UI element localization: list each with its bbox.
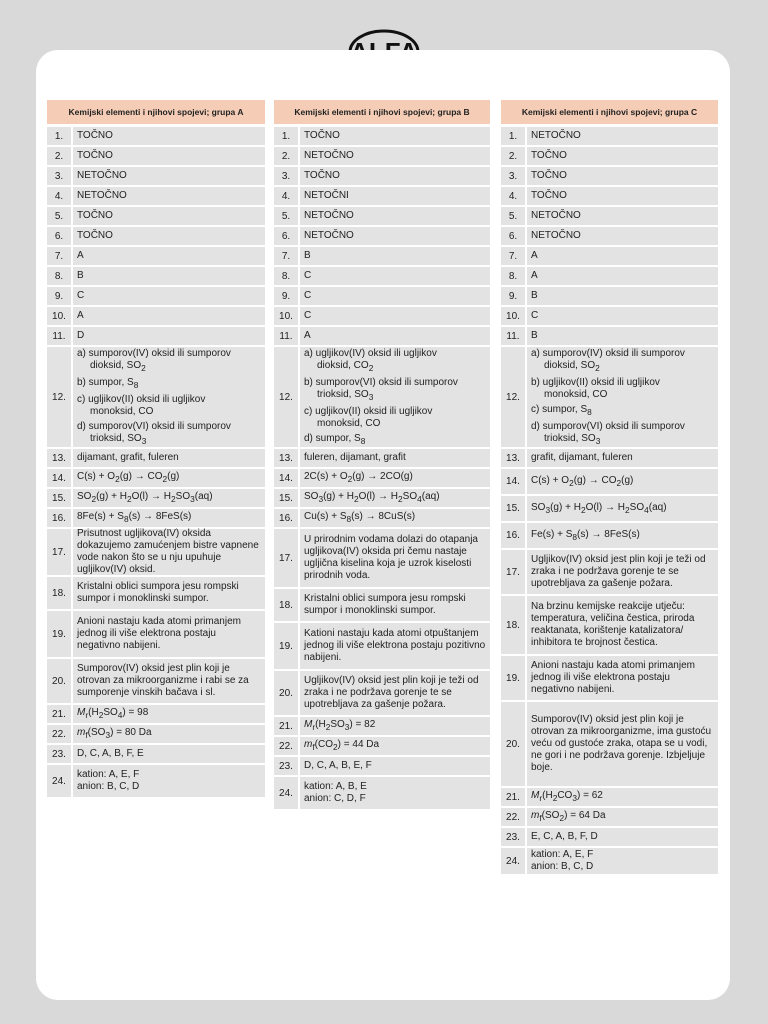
- answer-text: C: [304, 310, 312, 321]
- answer-row: [274, 187, 490, 205]
- answer-text: A: [304, 330, 311, 341]
- answer-number: 22.: [274, 737, 298, 755]
- answer-cell: [527, 808, 718, 826]
- answer-text: A: [77, 310, 84, 321]
- answer-row: [47, 489, 265, 507]
- answer-number: 18.: [47, 577, 71, 609]
- answer-cell: [300, 287, 490, 305]
- answer-row: [274, 227, 490, 245]
- answer-text: kation: A, B, E anion: C, D, F: [304, 781, 367, 804]
- answer-row: [501, 702, 718, 786]
- answer-text: A: [531, 250, 538, 261]
- answer-cell: [300, 127, 490, 145]
- answer-text: E, C, A, B, F, D: [531, 831, 598, 842]
- answer-row: [501, 307, 718, 325]
- answer-text: NETOČNI: [304, 190, 349, 201]
- answer-cell: [527, 287, 718, 305]
- answer-row: [501, 808, 718, 826]
- answer-cell: [73, 307, 265, 325]
- answer-cell: [73, 167, 265, 185]
- answer-cell: [527, 127, 718, 145]
- answer-text: D: [77, 330, 85, 341]
- answer-cell: [73, 347, 265, 447]
- answer-cell: [73, 529, 265, 575]
- answer-row: [47, 267, 265, 285]
- answer-text: dijamant, grafit, fuleren: [77, 452, 179, 463]
- answer-cell: [300, 327, 490, 345]
- answer-number: 24.: [274, 777, 298, 809]
- answer-row: [274, 307, 490, 325]
- answer-number: 9.: [274, 287, 298, 305]
- answer-cell: [300, 187, 490, 205]
- answer-cell: [527, 656, 718, 700]
- answer-cell: [73, 227, 265, 245]
- answer-row: [47, 509, 265, 527]
- answer-number: 17.: [274, 529, 298, 587]
- answer-cell: [300, 147, 490, 165]
- answer-cell: [73, 147, 265, 165]
- answer-cell: [73, 489, 265, 507]
- answer-text: D, C, A, B, E, F: [304, 760, 372, 771]
- answer-row: [501, 848, 718, 874]
- answer-number: 4.: [274, 187, 298, 205]
- answer-number: 12.: [501, 347, 525, 447]
- answer-row: [274, 347, 490, 447]
- answer-row: [501, 656, 718, 700]
- answer-text: a) sumporov(IV) oksid ili sumporov dioksid, $SO_2$ b) ugljikov(II) oksid ili ugljikov monoksid, CO c) sumpor, $S_8$ d) sumporov(VI) oksid ili sumporov trioksid, $SO_3$: [531, 347, 685, 446]
- answer-number: 15.: [501, 496, 525, 521]
- answer-number: 7.: [501, 247, 525, 265]
- answer-cell: [73, 705, 265, 723]
- answer-number: 5.: [274, 207, 298, 225]
- answer-text: TOČNO: [77, 230, 113, 241]
- answer-number: 9.: [47, 287, 71, 305]
- answer-row: [501, 187, 718, 205]
- answer-number: 4.: [501, 187, 525, 205]
- answer-number: 10.: [501, 307, 525, 325]
- answer-cell: [300, 589, 490, 621]
- answer-text: TOČNO: [77, 210, 113, 221]
- answer-text: NETOČNO: [304, 150, 354, 161]
- answer-number: 24.: [501, 848, 525, 874]
- answer-cell: [73, 745, 265, 763]
- answer-cell: [300, 671, 490, 715]
- answer-text: Ugljikov(IV) oksid jest plin koji je teži od zraka i ne podržava gorenje te se upotrebljava za gašenje požara.: [304, 675, 479, 710]
- answer-number: 5.: [501, 207, 525, 225]
- answer-text: TOČNO: [77, 150, 113, 161]
- answer-cell: [73, 469, 265, 487]
- answer-cell: [73, 207, 265, 225]
- answer-cell: [300, 509, 490, 527]
- answer-text: Sumporov(IV) oksid jest plin koji je otrovan za mikroorganizme i rabi se za sumporenje vinskih bačava i sl.: [77, 663, 249, 698]
- answer-text: TOČNO: [77, 130, 113, 141]
- answer-text: B: [304, 250, 311, 261]
- answer-text: Kristalni oblici sumpora jesu rompski sumpor i monoklinski sumpor.: [304, 593, 466, 616]
- answer-row: [501, 207, 718, 225]
- answer-row: [47, 127, 265, 145]
- answer-row: [47, 227, 265, 245]
- answer-row: [501, 247, 718, 265]
- answer-row: [501, 147, 718, 165]
- answer-number: 13.: [47, 449, 71, 467]
- answer-number: 23.: [501, 828, 525, 846]
- answer-text: A: [77, 250, 84, 261]
- answer-cell: [527, 207, 718, 225]
- answer-text: Ugljikov(IV) oksid jest plin koji je teži od zraka i ne podržava gorenje te se upotrebljava za gašenje požara.: [531, 554, 706, 589]
- answer-number: 23.: [274, 757, 298, 775]
- answer-text: $C(s) + O_2(g) \to CO_2(g)$: [77, 471, 180, 484]
- answer-number: 1.: [501, 127, 525, 145]
- answer-cell: [73, 659, 265, 703]
- header-group-c: Kemijski elementi i njihovi spojevi; grupa C: [501, 100, 718, 124]
- answer-text: C: [77, 290, 85, 301]
- answer-row: [274, 287, 490, 305]
- answer-text: $Cu(s) + S_8(s) \to 8CuS(s)$: [304, 511, 416, 524]
- answer-text: $m_f(CO_2) = 44$ Da: [304, 739, 380, 752]
- answer-text: NETOČNO: [304, 210, 354, 221]
- answer-text: $M_r(H_2SO_4) = 98$: [77, 707, 149, 720]
- answer-cell: [300, 227, 490, 245]
- answer-number: 14.: [501, 469, 525, 494]
- answer-text: C: [304, 270, 312, 281]
- answer-cell: [527, 187, 718, 205]
- answer-row: [274, 449, 490, 467]
- answer-row: [501, 267, 718, 285]
- answer-cell: [73, 509, 265, 527]
- answer-row: [501, 167, 718, 185]
- answer-number: 7.: [47, 247, 71, 265]
- answer-text: Sumporov(IV) oksid jest plin koji je otrovan za mikroorganizme, ima gustoću veću od gustoće zraka, otapa se u vodi, ne gori i ne podržava gorenje. Izbjeljuje boje.: [531, 714, 712, 773]
- answer-row: [274, 247, 490, 265]
- answer-cell: [527, 469, 718, 494]
- answer-text: a) sumporov(IV) oksid ili sumporov dioksid, $SO_2$ b) sumpor, $S_8$ c) ugljikov(II) oksid ili ugljikov monoksid, CO d) sumporov(VI) oksid ili sumporov trioksid, $SO_3$: [77, 347, 231, 446]
- answer-text: $Fe(s) + S_8(s) \to 8FeS(s)$: [531, 528, 640, 542]
- answer-row: [501, 523, 718, 548]
- answer-text: Anioni nastaju kada atomi primanjem jednog ili više elektrona postaju negativno nabijeni.: [77, 616, 241, 651]
- answer-cell: [527, 848, 718, 874]
- answer-text: fuleren, dijamant, grafit: [304, 452, 406, 463]
- answer-cell: [300, 449, 490, 467]
- answer-row: [274, 267, 490, 285]
- answer-row: [47, 187, 265, 205]
- answer-number: 22.: [47, 725, 71, 743]
- header-group-a: Kemijski elementi i njihovi spojevi; grupa A: [47, 100, 265, 124]
- answer-cell: [73, 611, 265, 657]
- answer-text: D, C, A, B, F, E: [77, 748, 144, 759]
- answer-number: 3.: [47, 167, 71, 185]
- answer-number: 20.: [47, 659, 71, 703]
- answer-number: 15.: [274, 489, 298, 507]
- answer-row: [501, 550, 718, 594]
- answer-text: TOČNO: [531, 170, 567, 181]
- answer-row: [274, 469, 490, 487]
- answer-text: Kationi nastaju kada atomi otpuštanjem jednog ili više elektrona postaju pozitivno nabijeni.: [304, 628, 486, 663]
- answer-number: 21.: [501, 788, 525, 806]
- answer-row: [501, 227, 718, 245]
- answer-number: 12.: [274, 347, 298, 447]
- answer-text: $C(s) + O_2(g) \to CO_2(g)$: [531, 474, 634, 488]
- answer-text: Na brzinu kemijske reakcije utječu: temperatura, veličina čestica, priroda reaktanata, korištenje katalizatora/ inhibitora te brojnost čestica.: [531, 601, 695, 648]
- answer-cell: [73, 449, 265, 467]
- answer-cell: [527, 267, 718, 285]
- answer-number: 5.: [47, 207, 71, 225]
- answer-text: NETOČNO: [304, 230, 354, 241]
- answer-number: 6.: [501, 227, 525, 245]
- answer-row: [274, 127, 490, 145]
- answer-cell: [527, 550, 718, 594]
- answer-text: $m_f(SO_3) = 80$ Da: [77, 727, 152, 740]
- answer-cell: [300, 247, 490, 265]
- answer-number: 2.: [47, 147, 71, 165]
- answer-row: [274, 757, 490, 775]
- answer-cell: [300, 469, 490, 487]
- answer-number: 21.: [274, 717, 298, 735]
- answer-number: 24.: [47, 765, 71, 797]
- answer-row: [274, 207, 490, 225]
- answer-text: Kristalni oblici sumpora jesu rompski sumpor i monoklinski sumpor.: [77, 581, 239, 604]
- answer-text: TOČNO: [304, 170, 340, 181]
- answer-number: 11.: [274, 327, 298, 345]
- answer-cell: [527, 227, 718, 245]
- answer-row: [274, 717, 490, 735]
- answer-text: TOČNO: [531, 190, 567, 201]
- answer-row: [274, 671, 490, 715]
- answer-row: [501, 327, 718, 345]
- answer-cell: [300, 623, 490, 669]
- answer-number: 10.: [47, 307, 71, 325]
- answer-cell: [300, 717, 490, 735]
- answer-row: [47, 449, 265, 467]
- answer-number: 11.: [501, 327, 525, 345]
- answer-text: $M_r(H_2SO_3) = 82$: [304, 719, 376, 732]
- answer-text: $SO_3(g) + H_2O(l) \to H_2SO_4(aq)$: [531, 501, 667, 515]
- answer-cell: [300, 347, 490, 447]
- answer-row: [501, 496, 718, 521]
- column-group-b: [274, 100, 490, 811]
- answer-cell: [527, 147, 718, 165]
- answer-text: kation: A, E, F anion: B, C, D: [531, 849, 594, 872]
- answer-number: 22.: [501, 808, 525, 826]
- answer-number: 1.: [47, 127, 71, 145]
- answer-row: [47, 167, 265, 185]
- answer-cell: [73, 267, 265, 285]
- answer-cell: [73, 287, 265, 305]
- answer-text: U prirodnim vodama dolazi do otapanja ugljikova(IV) oksida pri čemu nastaje ugljična kiselina koja je uzrok kiselosti prirodnih voda.: [304, 534, 478, 581]
- answer-text: C: [304, 290, 312, 301]
- column-group-c: [501, 100, 718, 876]
- answer-number: 9.: [501, 287, 525, 305]
- answer-text: B: [531, 290, 538, 301]
- answer-cell: [527, 788, 718, 806]
- answer-number: 19.: [274, 623, 298, 669]
- answer-number: 17.: [47, 529, 71, 575]
- answer-number: 15.: [47, 489, 71, 507]
- answer-cell: [300, 307, 490, 325]
- answer-number: 18.: [274, 589, 298, 621]
- answer-row: [274, 327, 490, 345]
- answer-cell: [300, 529, 490, 587]
- answer-text: $M_r(H_2CO_3) = 62$: [531, 790, 603, 803]
- answer-text: $SO_2(g) + H_2O(l) \to H_2SO_3(aq)$: [77, 491, 213, 504]
- answer-row: [47, 247, 265, 265]
- answer-number: 1.: [274, 127, 298, 145]
- answer-row: [501, 828, 718, 846]
- answer-number: 21.: [47, 705, 71, 723]
- answer-text: Anioni nastaju kada atomi primanjem jednog ili više elektrona postaju negativno nabijeni.: [531, 660, 695, 695]
- answer-number: 20.: [274, 671, 298, 715]
- answer-number: 3.: [274, 167, 298, 185]
- answer-cell: [527, 307, 718, 325]
- answer-row: [47, 577, 265, 609]
- answer-text: a) ugljikov(IV) oksid ili ugljikov dioksid, $CO_2$ b) sumporov(VI) oksid ili sumporov trioksid, $SO_3$ c) ugljikov(II) oksid ili ugljikov monoksid, CO d) sumpor, $S_8$: [304, 347, 458, 446]
- answer-row: [47, 207, 265, 225]
- answer-row: [47, 765, 265, 797]
- answer-text: $2C(s) + O_2(g) \to 2CO(g)$: [304, 471, 413, 484]
- header-group-b: Kemijski elementi i njihovi spojevi; grupa B: [274, 100, 490, 124]
- answer-cell: [527, 702, 718, 786]
- answer-number: 10.: [274, 307, 298, 325]
- answer-cell: [300, 777, 490, 809]
- answer-row: [47, 611, 265, 657]
- answer-cell: [73, 187, 265, 205]
- answer-text: B: [77, 270, 84, 281]
- answer-number: 11.: [47, 327, 71, 345]
- answer-number: 6.: [274, 227, 298, 245]
- answer-row: [47, 469, 265, 487]
- answer-text: NETOČNO: [531, 210, 581, 221]
- answer-row: [47, 287, 265, 305]
- answer-row: [47, 327, 265, 345]
- answer-cell: [73, 127, 265, 145]
- answer-row: [47, 529, 265, 575]
- answer-text: TOČNO: [304, 130, 340, 141]
- answer-number: 18.: [501, 596, 525, 654]
- answer-number: 23.: [47, 745, 71, 763]
- answer-cell: [527, 828, 718, 846]
- answer-text: kation: A, E, F anion: B, C, D: [77, 769, 140, 792]
- answer-row: [501, 287, 718, 305]
- answer-row: [501, 347, 718, 447]
- answer-row: [274, 737, 490, 755]
- answer-text: $SO_3(g) + H_2O(l) \to H_2SO_4(aq)$: [304, 491, 440, 504]
- answer-text: $m_f(SO_2) = 64$ Da: [531, 810, 606, 823]
- answer-number: 7.: [274, 247, 298, 265]
- answer-cell: [300, 207, 490, 225]
- answer-cell: [527, 167, 718, 185]
- answer-cell: [527, 449, 718, 467]
- answer-text: NETOČNO: [531, 130, 581, 141]
- answer-row: [274, 777, 490, 809]
- answer-number: 8.: [47, 267, 71, 285]
- answer-row: [274, 589, 490, 621]
- answer-number: 19.: [501, 656, 525, 700]
- answer-row: [47, 659, 265, 703]
- answer-row: [274, 529, 490, 587]
- answer-cell: [527, 247, 718, 265]
- answer-text: Prisutnost ugljikova(IV) oksida dokazujemo zamućenjem bistre vapnene vode nakon što se u nju upuhuje ugljikov(IV) oksid.: [77, 528, 259, 575]
- answer-number: 19.: [47, 611, 71, 657]
- answer-number: 12.: [47, 347, 71, 447]
- answer-number: 6.: [47, 227, 71, 245]
- answer-cell: [527, 596, 718, 654]
- answer-number: 16.: [501, 523, 525, 548]
- answer-number: 4.: [47, 187, 71, 205]
- answer-row: [47, 745, 265, 763]
- answer-cell: [73, 577, 265, 609]
- answer-number: 17.: [501, 550, 525, 594]
- answer-number: 13.: [501, 449, 525, 467]
- column-group-a: [47, 100, 265, 799]
- answer-row: [274, 147, 490, 165]
- answer-cell: [73, 725, 265, 743]
- answer-cell: [300, 167, 490, 185]
- answer-cell: [300, 757, 490, 775]
- answer-row: [274, 623, 490, 669]
- answer-number: 14.: [274, 469, 298, 487]
- answer-row: [501, 469, 718, 494]
- answer-text: B: [531, 330, 538, 341]
- answer-number: 13.: [274, 449, 298, 467]
- answer-row: [47, 725, 265, 743]
- answer-text: TOČNO: [531, 150, 567, 161]
- answer-text: NETOČNO: [77, 190, 127, 201]
- answer-text: NETOČNO: [531, 230, 581, 241]
- answer-row: [47, 307, 265, 325]
- answer-number: 16.: [274, 509, 298, 527]
- answer-text: grafit, dijamant, fuleren: [531, 452, 633, 463]
- answer-number: 2.: [274, 147, 298, 165]
- answer-cell: [300, 267, 490, 285]
- answer-cell: [527, 496, 718, 521]
- answer-row: [274, 167, 490, 185]
- answer-row: [47, 705, 265, 723]
- answer-number: 14.: [47, 469, 71, 487]
- answer-cell: [300, 737, 490, 755]
- answer-row: [501, 788, 718, 806]
- answer-row: [47, 147, 265, 165]
- answer-number: 8.: [274, 267, 298, 285]
- answer-cell: [73, 327, 265, 345]
- answer-number: 20.: [501, 702, 525, 786]
- answer-row: [501, 449, 718, 467]
- answer-text: NETOČNO: [77, 170, 127, 181]
- answer-cell: [527, 347, 718, 447]
- answer-number: 3.: [501, 167, 525, 185]
- answer-row: [47, 347, 265, 447]
- answer-cell: [300, 489, 490, 507]
- answer-row: [501, 596, 718, 654]
- answer-row: [274, 489, 490, 507]
- answer-cell: [527, 523, 718, 548]
- answer-text: C: [531, 310, 539, 321]
- answer-row: [501, 127, 718, 145]
- answer-number: 16.: [47, 509, 71, 527]
- answer-row: [274, 509, 490, 527]
- answer-text: $8Fe(s) + S_8(s) \to 8FeS(s)$: [77, 511, 192, 524]
- answer-text: A: [531, 270, 538, 281]
- answer-cell: [73, 765, 265, 797]
- answer-cell: [73, 247, 265, 265]
- answer-cell: [527, 327, 718, 345]
- answer-number: 8.: [501, 267, 525, 285]
- answer-number: 2.: [501, 147, 525, 165]
